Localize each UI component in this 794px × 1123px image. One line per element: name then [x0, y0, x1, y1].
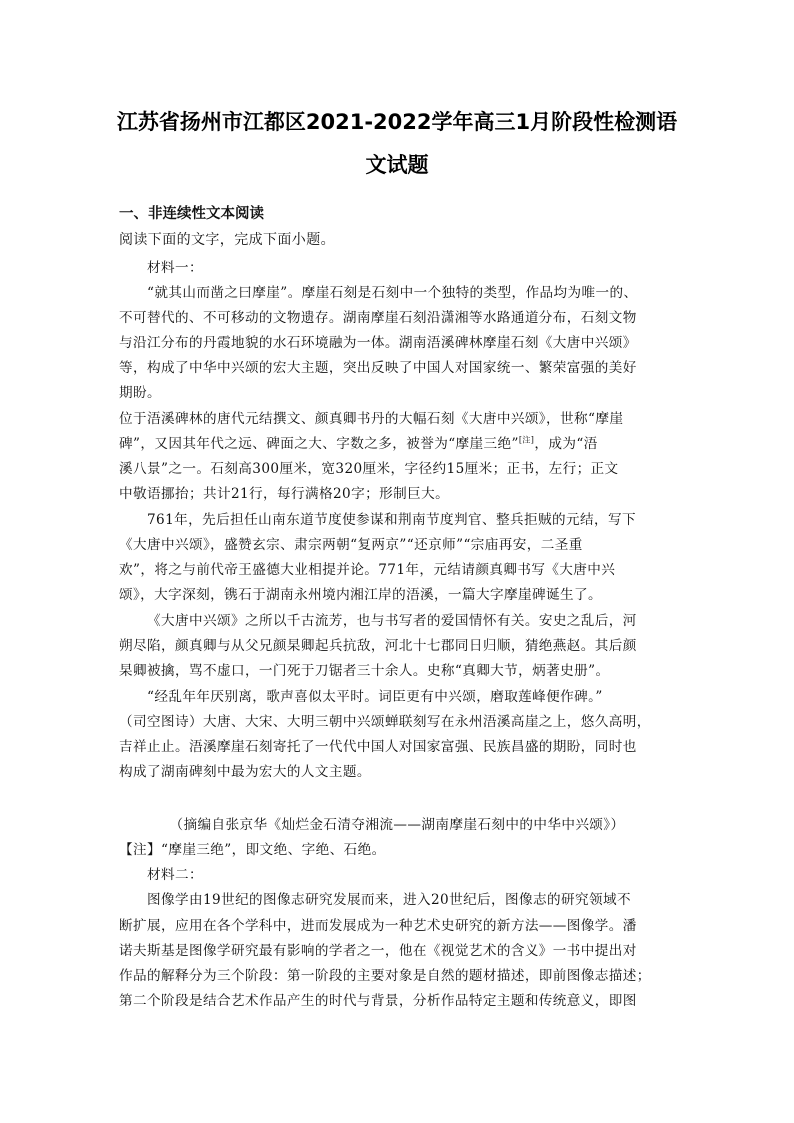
paragraph-line-tail: ，成为“浯 — [534, 436, 598, 452]
paragraph-line: 欢”，将之与前代帝王盛德大业相提并论。771年，元结请颜真卿书写《大唐中兴 — [119, 562, 616, 578]
paragraph-line: “经乱年年厌别离，歌声喜似太平时。词臣更有中兴颂，磨取莲峰便作碑。” — [147, 689, 603, 705]
source-citation: （摘编自张京华《灿烂金石清夺湘流——湖南摩崖石刻中的中华中兴颂》） — [169, 817, 625, 833]
paragraph-line: 杲卿被擒，骂不虚口，一门死于刀锯者三十余人。史称“真卿大节，炳著史册”。 — [119, 663, 610, 679]
material2-label: 材料二： — [147, 867, 203, 883]
document-title-line2: 文试题 — [365, 153, 429, 177]
paragraph-line: 颂》，大字深刻，镌石于湖南永州境内湘江岸的浯溪，一篇大字摩崖碑诞生了。 — [119, 587, 602, 603]
paragraph-line: 期盼。 — [119, 385, 161, 401]
paragraph-line-text: 碑”，又因其年代之远、碑面之大、字数之多，被誉为“摩崖三绝” — [119, 436, 519, 452]
paragraph-line: “就其山而凿之曰摩崖”。摩崖石刻是石刻中一个独特的类型，作品均为唯一的、 — [147, 285, 638, 301]
paragraph-line: 不可替代的、不可移动的文物遗存。湖南摩崖石刻沿潇湘等水路通道分布，石刻文物 — [119, 310, 637, 326]
section-heading: 一、非连续性文本阅读 — [119, 206, 264, 222]
paragraph-line: 《大唐中兴颂》之所以千古流芳，也与书写者的爱国情怀有关。安史之乱后，河 — [147, 613, 637, 629]
paragraph-line: 与沿江分布的丹霞地貌的水石环境融为一体。湖南浯溪碑林摩崖石刻《大唐中兴颂》 — [119, 335, 637, 351]
instruction-text: 阅读下面的文字，完成下面小题。 — [119, 232, 335, 248]
paragraph-line: 溪八景”之一。石刻高300厘米，宽320厘米，字径约15厘米；正书，左行；正文 — [119, 461, 619, 477]
paragraph-line: 朔尽陷，颜真卿与从父兄颜杲卿起兵抗敌，河北十七郡同日归顺，猜绝燕赵。其后颜 — [119, 638, 637, 654]
paragraph-line: 中敬语挪抬；共计21行，每行满格20字；形制巨大。 — [119, 486, 450, 502]
paragraph-line: 位于浯溪碑林的唐代元结撰文、颜真卿书丹的大幅石刻《大唐中兴颂》，世称“摩崖 — [119, 411, 624, 427]
paragraph-line: 图像学由19世纪的图像志研究发展而来，进入20世纪后，图像志的研究领域不 — [147, 892, 631, 908]
paragraph-line: 等，构成了中华中兴颂的宏大主题，突出反映了中国人对国家统一、繁荣富强的美好 — [119, 360, 637, 376]
document-title-line1: 江苏省扬州市江都区2021-2022学年高三1月阶段性检测语 — [116, 110, 678, 134]
footnote-mark: [注] — [518, 435, 535, 445]
paragraph-line: 诺夫斯基是图像学研究最有影响的学者之一，他在《视觉艺术的含义》一书中提出对 — [119, 943, 637, 959]
paragraph-line: 《大唐中兴颂》，盛赞玄宗、肃宗两朝“复两京”“还京师”“宗庙再安，二圣重 — [119, 537, 583, 553]
paragraph-line — [119, 432, 679, 452]
paragraph-line: 第二个阶段是结合艺术作品产生的时代与背景，分析作品特定主题和传统意义，即图 — [119, 993, 637, 1009]
paragraph-line: 761年，先后担任山南东道节度使参谋和荆南节度判官、整兵拒贼的元结，写下 — [147, 512, 636, 528]
material1-label: 材料一： — [147, 260, 203, 276]
paragraph-line: （司空图诗）大唐、大宋、大明三朝中兴颂蝉联刻写在永州浯溪高崖之上，悠久高明， — [119, 714, 651, 730]
paragraph-line: 断扩展，应用在各个学科中，进而发展成为一种艺术史研究的新方法——图像学。潘 — [119, 918, 637, 934]
paragraph-line: 构成了湖南碑刻中最为宏大的人文主题。 — [119, 764, 371, 780]
footnote: 【注】“摩崖三绝”，即文绝、字绝、石绝。 — [119, 842, 386, 858]
paragraph-line: 吉祥止止。浯溪摩崖石刻寄托了一代代中国人对国家富强、民族昌盛的期盼，同时也 — [119, 739, 637, 755]
paragraph-line: 作品的解释分为三个阶段：第一阶段的主要对象是自然的题材描述，即前图像志描述； — [119, 968, 651, 984]
